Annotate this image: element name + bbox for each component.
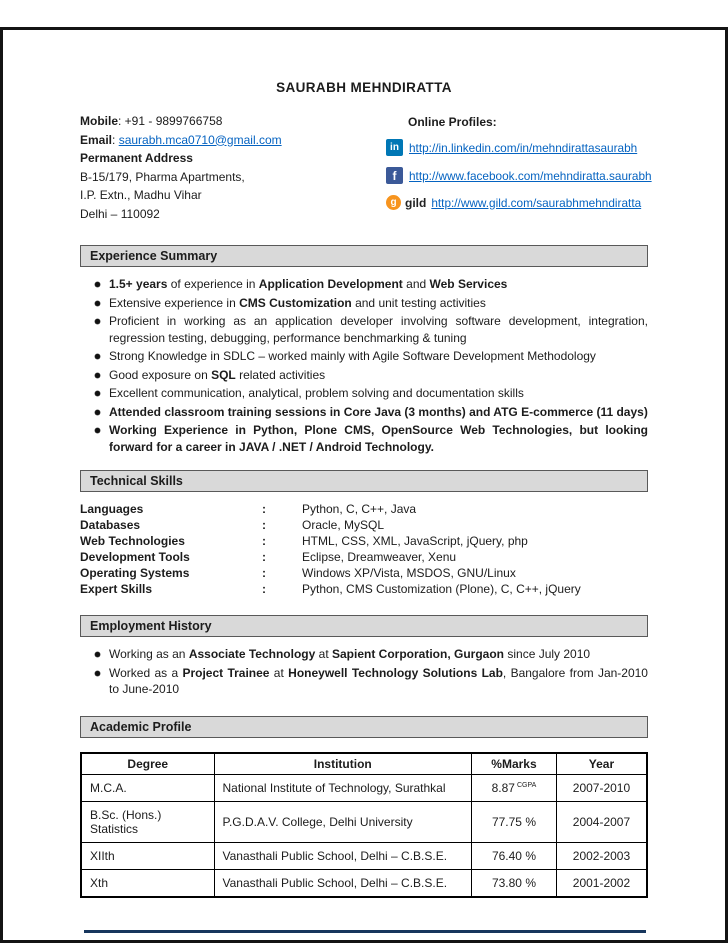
bullet-icon — [95, 428, 100, 433]
table-cell: 77.75 % — [472, 801, 557, 842]
bullet-text: Working Experience in Python, Plone CMS, OpenSource Web Technologies, but looking forward for a career in JAVA / .NET / Android Technology. — [109, 423, 648, 454]
bullet-item — [80, 422, 648, 455]
table-header-cell: Institution — [214, 753, 472, 775]
bullet-icon — [95, 391, 100, 396]
table-header-cell: %Marks — [472, 753, 557, 775]
mobile-value: : +91 - 9899766758 — [118, 114, 223, 128]
table-cell: 76.40 % — [472, 842, 557, 869]
email-line — [80, 131, 386, 150]
gild-icon: g — [386, 195, 401, 210]
table-cell: B.Sc. (Hons.) Statistics — [81, 801, 214, 842]
gild-profile-row — [386, 195, 648, 210]
section-header-experience-summary: Experience Summary — [80, 245, 648, 267]
skill-row — [80, 501, 648, 517]
bullet-icon — [95, 282, 100, 287]
bullet-icon — [95, 319, 100, 324]
bullet-icon — [95, 652, 100, 657]
bullet-item — [80, 646, 648, 663]
academic-table-body — [81, 774, 647, 897]
linkedin-icon: in — [386, 139, 403, 156]
skill-label: Operating Systems — [80, 566, 190, 580]
skill-label: Databases — [80, 518, 141, 532]
skill-row — [80, 549, 648, 565]
email-link[interactable]: saurabh.mca0710@gmail.com — [118, 132, 282, 147]
linkedin-profile-row — [386, 139, 648, 156]
table-row — [81, 869, 647, 897]
section-header-academic-profile: Academic Profile — [80, 716, 648, 738]
skill-value: Python, C, C++, Java — [302, 502, 417, 516]
skill-row — [80, 533, 648, 549]
table-cell: National Institute of Technology, Surathkal — [214, 774, 472, 801]
linkedin-link[interactable]: http://in.linkedin.com/in/mehndirattasaurabh — [409, 140, 638, 155]
online-profiles — [386, 112, 652, 223]
bullet-item — [80, 367, 648, 384]
skill-label: Expert Skills — [80, 582, 153, 596]
skill-value: Oracle, MySQL — [302, 518, 385, 532]
bullet-item — [80, 404, 648, 421]
gild-wordmark: gild — [405, 195, 427, 210]
skill-separator: : — [262, 582, 266, 596]
facebook-link[interactable]: http://www.facebook.com/mehndiratta.saurabh — [409, 168, 652, 183]
table-row — [81, 801, 647, 842]
section-header-technical-skills: Technical Skills — [80, 470, 648, 492]
bullet-item — [80, 313, 648, 346]
table-cell: 2002-2003 — [556, 842, 647, 869]
bullet-icon — [95, 301, 100, 306]
bullet-text: Working as an Associate Technology at Sapient Corporation, Gurgaon since July 2010 — [109, 647, 591, 661]
table-cell: XIIth — [81, 842, 214, 869]
contact-details — [80, 112, 386, 223]
skill-separator: : — [262, 502, 266, 516]
table-header-cell: Year — [556, 753, 647, 775]
table-cell: 73.80 % — [472, 869, 557, 897]
table-cell: 2007-2010 — [556, 774, 647, 801]
technical-skills-list — [80, 501, 648, 597]
bullet-icon — [95, 373, 100, 378]
table-row — [81, 842, 647, 869]
academic-table — [80, 752, 648, 898]
email-label: Email — [80, 132, 113, 147]
page-title: SAURABH MEHNDIRATTA — [276, 80, 452, 95]
bullet-icon — [95, 354, 100, 359]
bullet-item — [80, 665, 648, 698]
table-row — [81, 774, 647, 801]
email-separator: : — [112, 132, 119, 147]
employment-history-list — [80, 646, 648, 698]
table-cell: M.C.A. — [81, 774, 214, 801]
bullet-text: Attended classroom training sessions in Core Java (3 months) and ATG E-commerce (11 days) — [109, 404, 648, 419]
academic-table-head — [81, 753, 647, 775]
address-heading: Permanent Address — [80, 151, 193, 165]
table-cell: Vanasthali Public School, Delhi – C.B.S.E. — [214, 842, 472, 869]
gild-link[interactable]: http://www.gild.com/saurabhmehndiratta — [431, 195, 642, 210]
mobile-label: Mobile — [80, 114, 118, 128]
table-cell: P.G.D.A.V. College, Delhi University — [214, 801, 472, 842]
table-cell: 2004-2007 — [556, 801, 647, 842]
skill-value: Windows XP/Vista, MSDOS, GNU/Linux — [302, 566, 516, 580]
bullet-icon — [95, 671, 100, 676]
bullet-text: Extensive experience in CMS Customization and unit testing activities — [109, 295, 486, 310]
facebook-icon: f — [386, 167, 403, 184]
table-cell: 8.87 $^{CGPA}$ — [472, 774, 557, 801]
mobile-line — [80, 112, 386, 131]
contact-section — [80, 112, 652, 223]
bullet-text: Good exposure on SQL related activities — [109, 367, 326, 382]
bullet-text: Strong Knowledge in SDLC – worked mainly with Agile Software Development Methodology — [109, 349, 596, 363]
facebook-profile-row — [386, 167, 652, 184]
bullet-item — [80, 385, 648, 402]
section-header-employment-history: Employment History — [80, 615, 648, 637]
address-line-3: Delhi – 110092 — [80, 206, 160, 221]
bullet-icon — [95, 410, 100, 415]
bullet-text: Excellent communication, analytical, problem solving and documentation skills — [109, 386, 524, 400]
skill-value: HTML, CSS, XML, JavaScript, jQuery, php — [302, 534, 528, 548]
skill-value: Eclipse, Dreamweaver, Xenu — [302, 550, 457, 564]
skill-value: Python, CMS Customization (Plone), C, C++, jQuery — [302, 582, 581, 596]
bullet-item — [80, 295, 648, 312]
skill-label: Web Technologies — [80, 534, 185, 548]
skill-separator: : — [262, 518, 266, 532]
table-header-row — [81, 753, 647, 775]
skill-row — [80, 565, 648, 581]
table-header-cell: Degree — [81, 753, 214, 775]
skill-row — [80, 517, 648, 533]
online-profiles-heading: Online Profiles: — [408, 115, 497, 129]
address-line-2: I.P. Extn., Madhu Vihar — [80, 188, 202, 202]
skill-separator: : — [262, 550, 266, 564]
table-cell: 2001-2002 — [556, 869, 647, 897]
bullet-text: Proficient in working as an application developer involving software development, integration, regression testing, debugging, performance benchmarking & tuning — [109, 314, 648, 345]
skill-separator: : — [262, 566, 266, 580]
bullet-item — [80, 348, 648, 365]
marks-suffix: CGPA — [516, 781, 537, 789]
skill-label: Development Tools — [80, 550, 190, 564]
footer-rule — [84, 930, 646, 933]
skill-row — [80, 581, 648, 597]
table-cell: Xth — [81, 869, 214, 897]
skill-label: Languages — [80, 502, 144, 516]
table-cell: Vanasthali Public School, Delhi – C.B.S.E. — [214, 869, 472, 897]
bullet-text: Worked as a Project Trainee at Honeywell Technology Solutions Lab, Bangalore from Jan-2010 to June-2010 — [109, 665, 648, 696]
skill-separator: : — [262, 534, 266, 548]
experience-summary-list — [80, 276, 648, 455]
address-line-1: B-15/179, Pharma Apartments, — [80, 169, 245, 184]
bullet-text: 1.5+ years of experience in Application Development and Web Services — [109, 277, 508, 291]
bullet-item — [80, 276, 648, 293]
